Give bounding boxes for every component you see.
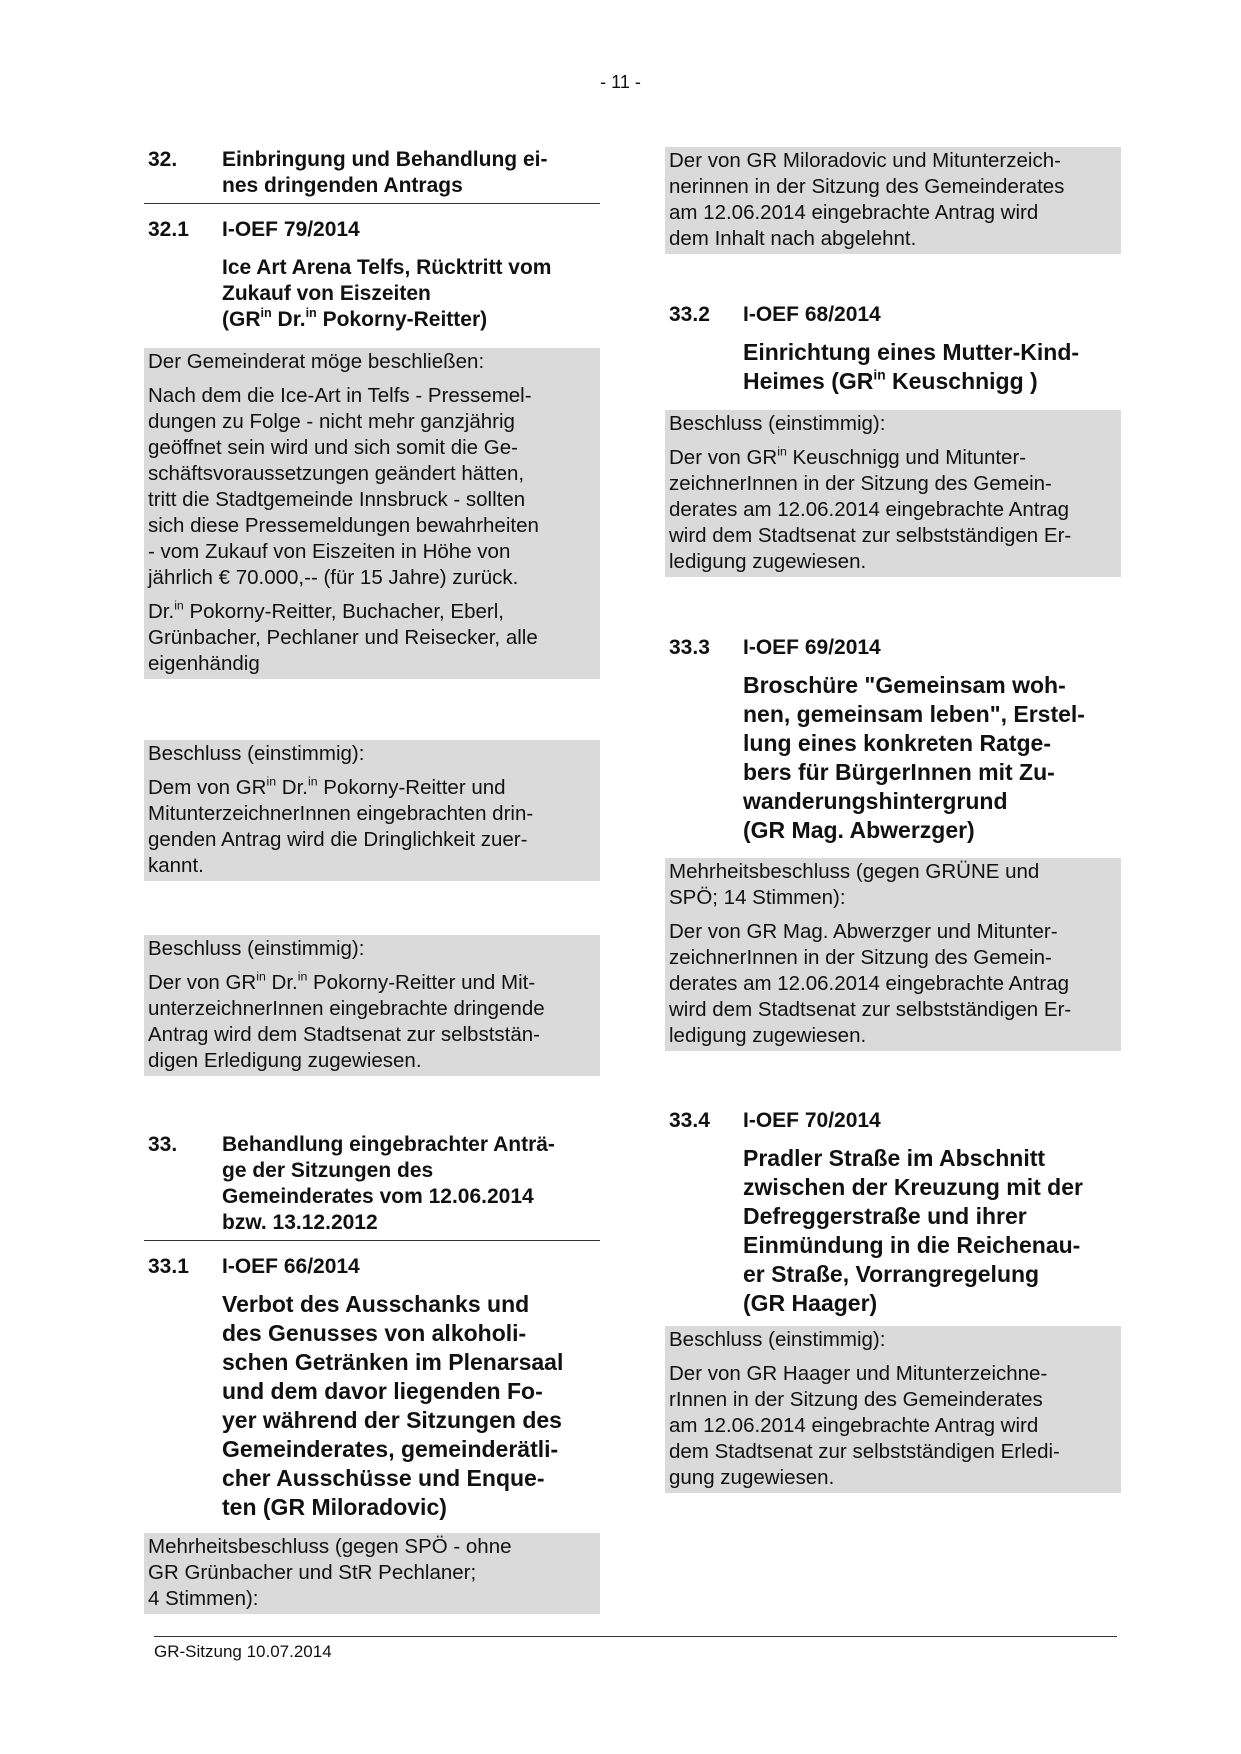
section-title-line: Einbringung und Behandlung ei- [222, 148, 548, 171]
section-title: Pradler Straße im Abschnitt zwischen der Kreuzung mit der Defreggerstraße und ihrer Einmündung in die Reichenau- er Straße, Vorrangregelung (GR Haager) [743, 1145, 1083, 1316]
reference-number: I-OEF 79/2014 [222, 218, 360, 241]
section-33-1 [144, 1254, 600, 1522]
section-number: 32. [148, 148, 178, 171]
section-number: 33. [148, 1133, 178, 1156]
section-number: 33.1 [148, 1255, 189, 1278]
section-title: Ice Art Arena Telfs, Rücktritt vom Zukauf von Eiszeiten ($GR^{in}$ Dr.$^{in}$ Pokorny-Reitter) [222, 256, 552, 331]
section-title: Einrichtung eines Mutter-Kind- Heimes ($GR^{in}$ Keuschnigg ) [743, 339, 1080, 394]
section-33-2 [665, 302, 1121, 396]
resolution-box-rejected: Der von GR Miloradovic und Mitunterzeich- nerinnen in der Sitzung des Gemeinderates am 12.06.2014 eingebrachte Antrag wird dem Inhalt nach abgelehnt. [665, 147, 1121, 254]
section-title: Broschüre "Gemeinsam woh- nen, gemeinsam leben", Erstel- lung eines konkreten Ratge- bers für BürgerInnen mit Zu- wanderungshintergrund (GR Mag. Abwerzger) [743, 672, 1085, 843]
box-label: Beschluss (einstimmig): [669, 412, 886, 435]
section-32-heading [144, 147, 600, 204]
section-title-line: nes dringenden Antrags [222, 174, 463, 197]
section-title: Verbot des Ausschanks und des Genusses von alkoholi- schen Getränken im Plenarsaal und dem davor liegenden Fo- yer während der Sitzungen des Gemeinderates, gemeinderätli- cher Ausschüsse und Enque- ten (GR Miloradovic) [222, 1291, 564, 1520]
section-33-3 [665, 635, 1121, 845]
reference-number: I-OEF 68/2014 [743, 303, 881, 326]
resolution-box-majority: Mehrheitsbeschluss (gegen SPÖ - ohne GR Grünbacher und StR Pechlaner; 4 Stimmen): [144, 1533, 600, 1614]
section-33-heading: 33. Behandlung eingebrachter Anträ- ge der Sitzungen des Gemeinderates vom 12.06.2014 bzw. 13.12.2012 [144, 1132, 600, 1241]
reference-number: I-OEF 66/2014 [222, 1255, 360, 1278]
resolution-box-33-4: Beschluss (einstimmig): Der von GR Haager und Mitunterzeichne- rInnen in der Sitzung des Gemeinderates am 12.06.2014 eingebrachte Antrag wird dem Stadtsenat zur selbstständigen Erledi- gung zugewiesen. [665, 1326, 1121, 1493]
resolution-box-33-2: Beschluss (einstimmig): Der von $GR^{in}$ Keuschnigg und Mitunter- zeichnerInnen in der Sitzung des Gemein- derates am 12.06.2014 eingebrachte Antrag wird dem Stadtsenat zur selbstständigen Er- ledigung zugewiesen. [665, 410, 1121, 577]
resolution-box-urgency: Beschluss (einstimmig): Dem von $GR^{in}$ Dr.$^{in}$ Pokorny-Reitter und MitunterzeichnerInnen eingebrachten drin- genden Antrag wird die Dringlichkeit zuer- kannt. [144, 740, 600, 881]
page-footer [154, 1636, 1117, 1662]
resolution-box-assignment: Beschluss (einstimmig): Der von $GR^{in}$ Dr.$^{in}$ Pokorny-Reitter und Mit- unterzeichnerInnen eingebrachte dringende Antrag wird dem Stadtsenat zur selbststän- digen Erledigung zugewiesen. [144, 935, 600, 1076]
page-number: - 11 - [600, 72, 641, 92]
box-label: Beschluss (einstimmig): [148, 937, 365, 960]
reference-number: I-OEF 70/2014 [743, 1109, 881, 1132]
box-label: Mehrheitsbeschluss (gegen GRÜNE und [669, 860, 1040, 883]
section-number: 33.3 [669, 636, 710, 659]
footer-text: GR-Sitzung 10.07.2014 [154, 1642, 332, 1661]
reference-number: I-OEF 69/2014 [743, 636, 881, 659]
box-label: Der Gemeinderat möge beschließen: [148, 350, 485, 373]
section-number: 33.4 [669, 1109, 710, 1132]
section-number: 32.1 [148, 218, 189, 241]
section-32-1 [144, 217, 600, 333]
box-label: Beschluss (einstimmig): [148, 742, 365, 765]
signatories: Dr.$^{in}$ Pokorny-Reitter, Buchacher, Eberl, [148, 598, 504, 623]
section-number: 33.2 [669, 303, 710, 326]
box-label: Beschluss (einstimmig): [669, 1328, 886, 1351]
motion-text-box: Der Gemeinderat möge beschließen: Nach dem die Ice-Art in Telfs - Pressemel- dungen zu Folge - nicht mehr ganzjährig geöffnet sein wird und sich somit die Ge- schäftsvoraussetzungen geändert hätten, tritt die Stadtgemeinde Innsbruck - sollten sich diese Pressemeldungen bewahrheiten - vom Zukauf von Eiszeiten in Höhe von jährlich € 70.000,-- (für 15 Jahre) zurück. Dr.$^{in}$ Pokorny-Reitter, Buchacher, Eberl, Grünbacher, Pechlaner und Reisecker, alle eigenhändig [144, 348, 600, 679]
resolution-box-33-3: Mehrheitsbeschluss (gegen GRÜNE und SPÖ; 14 Stimmen): Der von GR Mag. Abwerzger und Mitunter- zeichnerInnen in der Sitzung des Gemein- derates am 12.06.2014 eingebrachte Antrag wird dem Stadtsenat zur selbstständigen Er- ledigung zugewiesen. [665, 858, 1121, 1051]
section-33-4 [665, 1108, 1121, 1318]
